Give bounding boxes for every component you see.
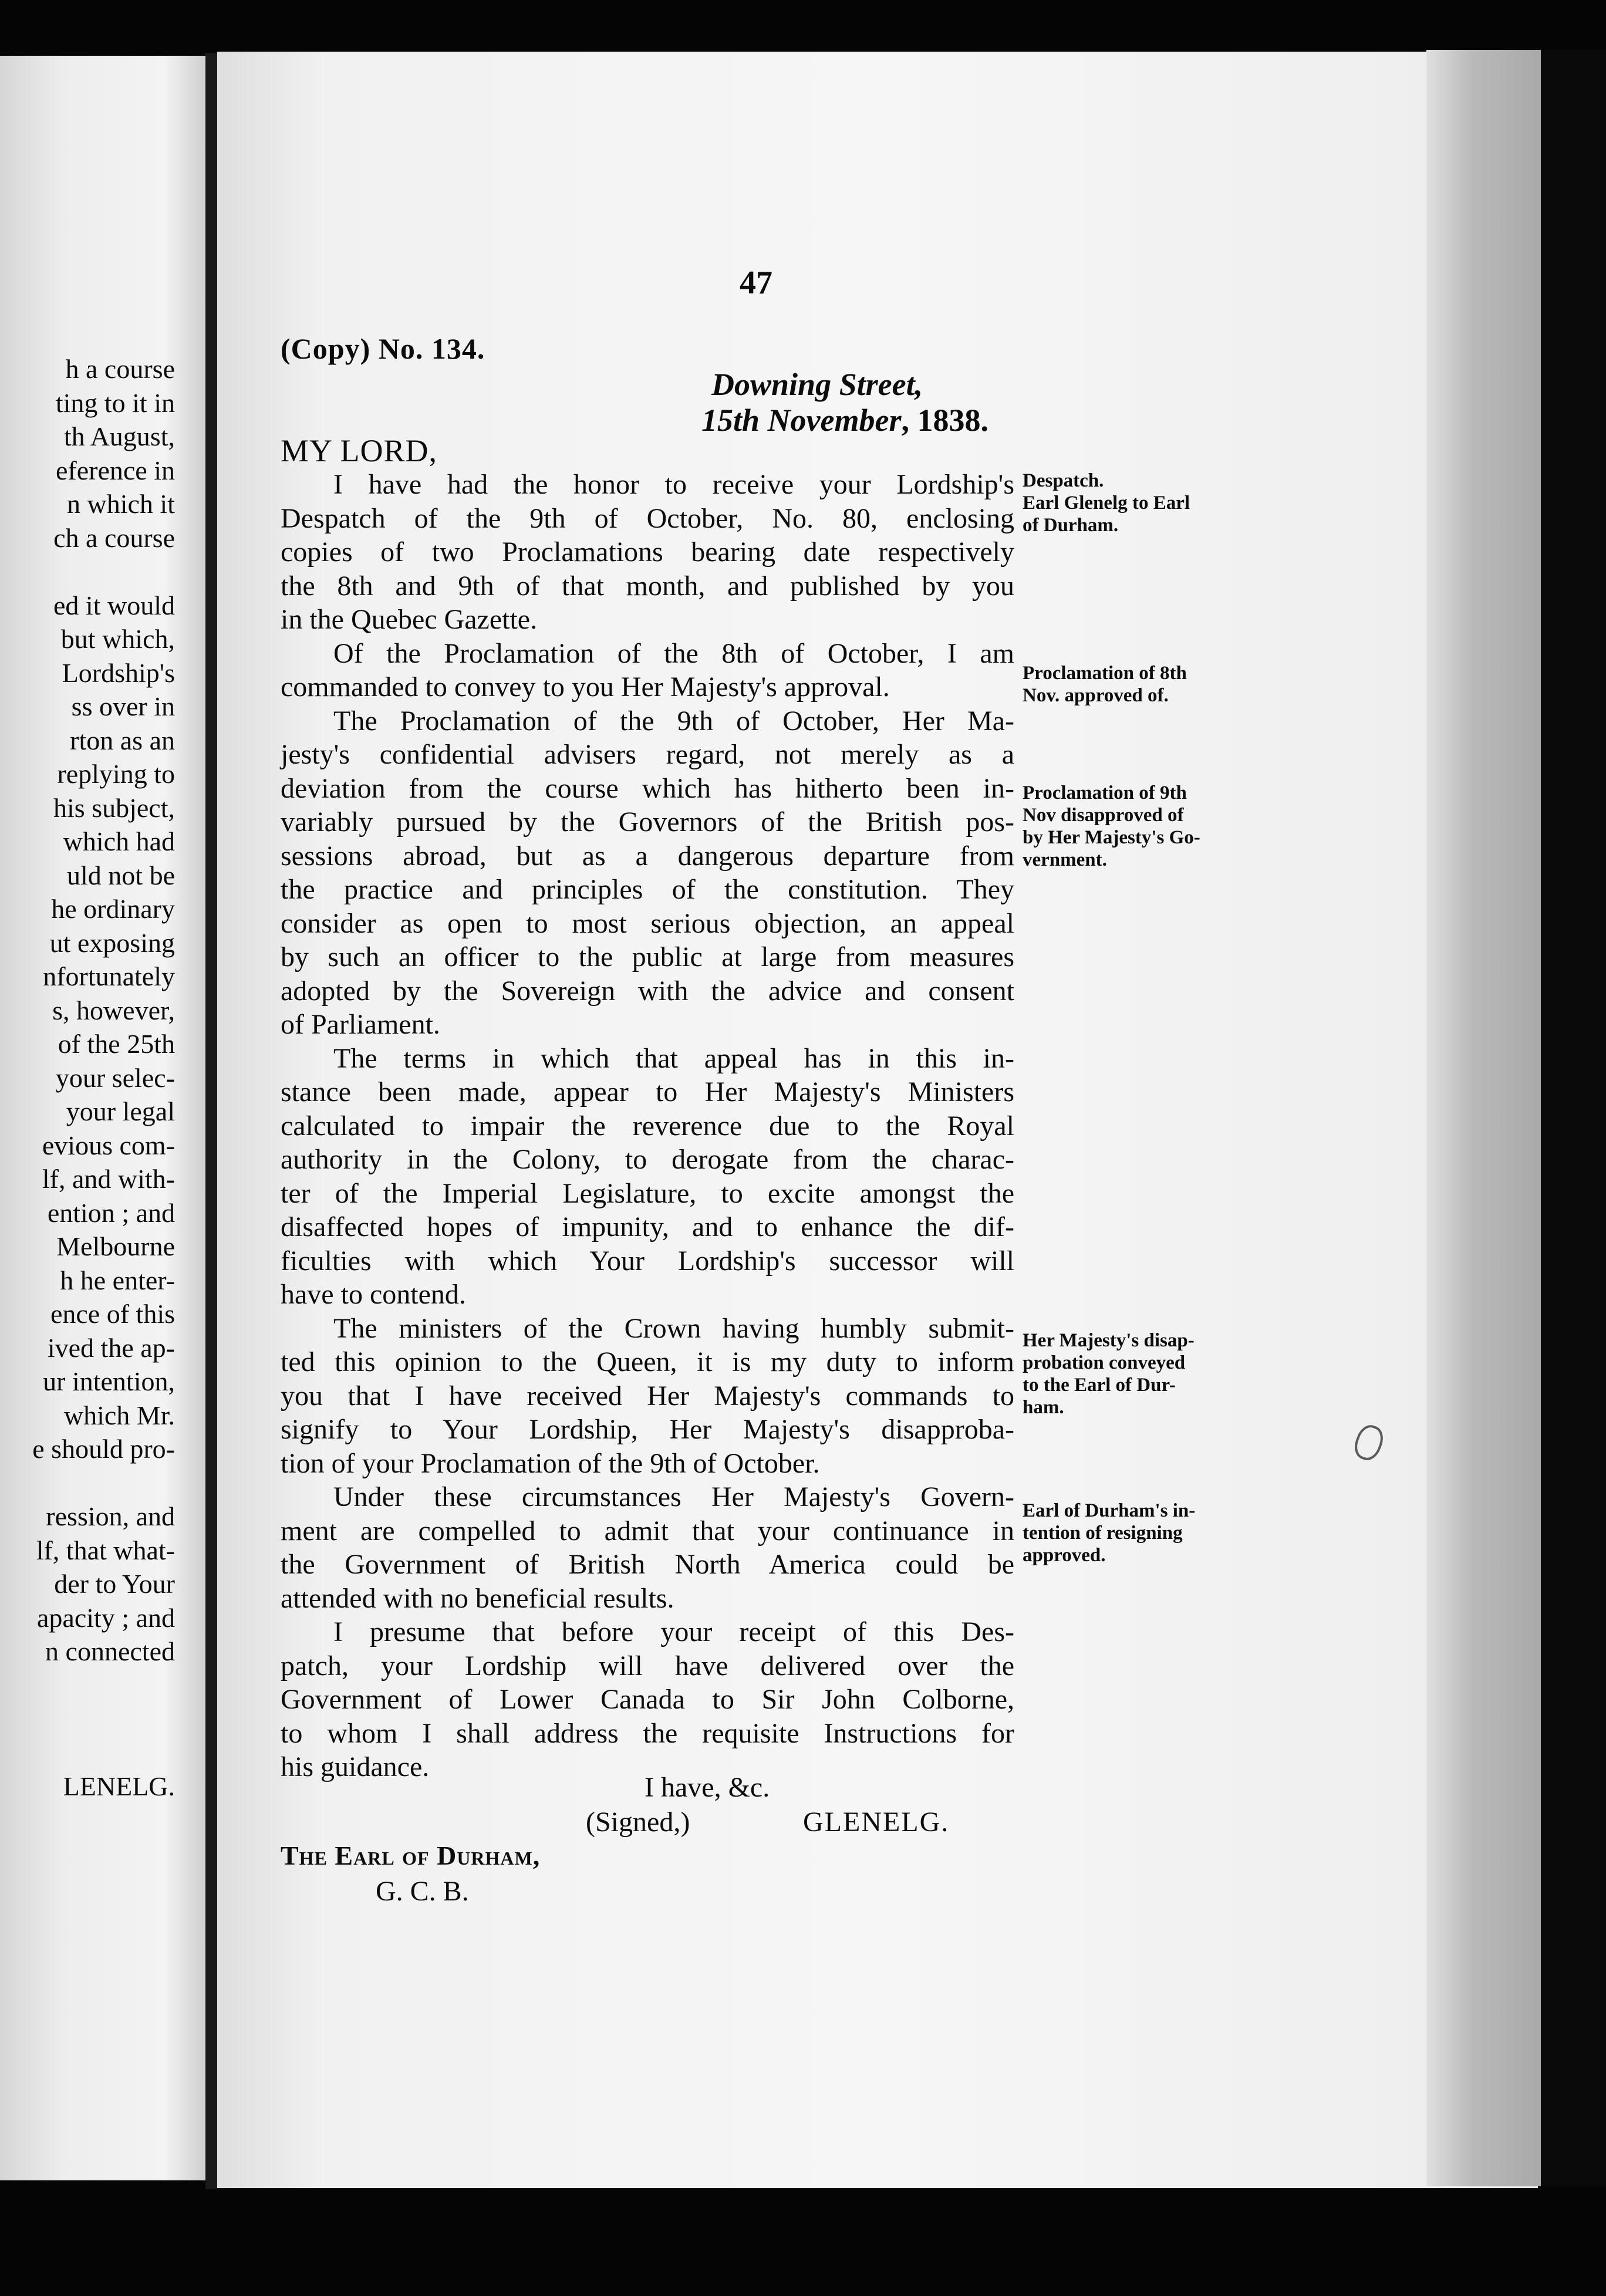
body-line: authority in the Colony, to derogate from the charac- <box>281 1144 1014 1175</box>
body-line: by such an officer to the public at large from measures <box>281 941 1014 973</box>
previous-page-line: lf, that what- <box>36 1535 175 1565</box>
body-line: jesty's confidential advisers regard, not merely as a <box>281 739 1014 770</box>
margin-note-line: Earl Glenelg to Earl <box>1023 492 1190 514</box>
previous-page-line <box>32 1736 175 1770</box>
addressee: The Earl of Durham, <box>281 1841 541 1870</box>
margin-note-line: by Her Majesty's Go- <box>1023 827 1200 848</box>
body-line: I have had the honor to receive your Lordship's <box>333 469 1014 500</box>
body-line: calculated to impair the reverence due to the Royal <box>281 1110 1014 1142</box>
body-line: The terms in which that appeal has in this in- <box>333 1042 1014 1074</box>
letter-date <box>701 402 988 438</box>
previous-page-line: ting to it in <box>55 387 175 418</box>
previous-page-line: but which, <box>60 624 175 654</box>
margin-note-resignation <box>1023 1500 1195 1566</box>
margin-note-line: vernment. <box>1023 849 1107 870</box>
previous-page-line: eference in <box>55 455 175 485</box>
previous-page-line: your legal <box>66 1096 175 1126</box>
margin-note-line: Her Majesty's disap- <box>1023 1330 1195 1351</box>
page-edge-strip <box>1426 50 1541 2186</box>
body-line: deviation from the course which has hitherto been in- <box>281 772 1014 804</box>
previous-page-line: of the 25th <box>58 1029 175 1059</box>
previous-page-line: ur intention, <box>43 1366 175 1396</box>
body-line: patch, your Lordship will have delivered over the <box>281 1650 1014 1682</box>
previous-page-line: h a course <box>65 354 175 384</box>
margin-note-despatch <box>1023 470 1190 536</box>
margin-note-line: Nov disapproved of <box>1023 805 1184 826</box>
previous-page-line: which Mr. <box>63 1400 175 1430</box>
previous-page-line: ut exposing <box>49 927 175 958</box>
body-line: the 8th and 9th of that month, and published by you <box>281 570 1014 602</box>
body-line: variably pursued by the Governors of the British pos- <box>281 806 1014 838</box>
margin-note-line: to the Earl of Dur- <box>1023 1375 1176 1396</box>
salutation: MY LORD, <box>281 433 438 468</box>
previous-page-line: ss over in <box>71 691 175 721</box>
previous-page-line: n which it <box>67 489 175 519</box>
previous-page-line: nfortunately <box>43 961 175 991</box>
previous-page-line: n connected <box>45 1636 175 1666</box>
previous-page-line <box>32 1466 175 1500</box>
margin-note-line: probation conveyed <box>1023 1352 1186 1373</box>
previous-page-line <box>32 1702 175 1736</box>
previous-page-line: which had <box>63 826 175 856</box>
body-line: tion of your Proclamation of the 9th of October. <box>281 1447 820 1479</box>
signed-label: (Signed,) <box>586 1807 690 1838</box>
date-year: , 1838. <box>901 403 988 438</box>
previous-page-line: s, however, <box>52 995 175 1025</box>
previous-page-line: uld not be <box>67 860 175 890</box>
previous-page-line: th August, <box>63 421 175 451</box>
body-line: Government of Lower Canada to Sir John Colborne, <box>281 1684 1014 1715</box>
previous-page-line: e should pro- <box>32 1434 175 1464</box>
page-gutter <box>205 53 217 2189</box>
body-line: ted this opinion to the Queen, it is my duty to inform <box>281 1346 1014 1377</box>
margin-note-line: Despatch. <box>1023 470 1104 491</box>
previous-page-line: your selec- <box>55 1062 175 1093</box>
previous-page-line: he ordinary <box>51 894 175 924</box>
body-line: I presume that before your receipt of this Des- <box>333 1616 1014 1647</box>
date-day: 15th November <box>701 403 902 438</box>
body-line: have to contend. <box>281 1279 466 1310</box>
body-line: Of the Proclamation of the 8th of October, I am <box>333 637 1014 669</box>
previous-page-line: Melbourne <box>56 1231 175 1261</box>
margin-note-line: Nov. approved of. <box>1023 685 1169 706</box>
previous-page-line: ression, and <box>46 1501 175 1531</box>
previous-page-line: ed it would <box>53 590 175 620</box>
body-line: of Parliament. <box>281 1009 440 1040</box>
body-line: adopted by the Sovereign with the advice and consent <box>281 975 1014 1007</box>
body-line: signify to Your Lordship, Her Majesty's disapproba- <box>281 1414 1014 1445</box>
body-line: disaffected hopes of impunity, and to enhance the dif- <box>281 1211 1014 1242</box>
margin-note-line: Proclamation of 8th <box>1023 663 1187 684</box>
previous-page-line: ention ; and <box>47 1197 175 1228</box>
margin-note-line: of Durham. <box>1023 515 1119 536</box>
previous-page-line: lf, and with- <box>42 1164 175 1194</box>
body-line: consider as open to most serious objection, an appeal <box>281 907 1014 939</box>
previous-page-line: ch a course <box>53 522 175 553</box>
letter-place: Downing Street, <box>711 367 923 402</box>
margin-note-proclamation-8th <box>1023 662 1187 707</box>
margin-note-line: ham. <box>1023 1397 1064 1418</box>
page-number: 47 <box>740 265 772 301</box>
previous-page-line: replying to <box>57 759 175 789</box>
body-line: Under these circumstances Her Majesty's Govern- <box>333 1481 1014 1512</box>
closing: I have, &c. <box>645 1772 770 1803</box>
previous-page-line: Lordship's <box>62 657 175 688</box>
body-line: ficulties with which Your Lordship's successor will <box>281 1245 1014 1277</box>
body-line: you that I have received Her Majesty's commands to <box>281 1380 1014 1412</box>
previous-page-line: LENELG. <box>63 1771 175 1801</box>
body-line: copies of two Proclamations bearing date respectively <box>281 536 1014 568</box>
margin-note-proclamation-9th <box>1023 782 1200 871</box>
previous-page-text <box>32 352 175 1804</box>
previous-page-line: ence of this <box>50 1299 175 1329</box>
body-line: his guidance. <box>281 1751 430 1782</box>
previous-page-line <box>32 555 175 589</box>
body-line: the Government of British North America could be <box>281 1549 1014 1580</box>
body-line: sessions abroad, but as a dangerous departure from <box>281 840 1014 872</box>
addressee-title: G. C. B. <box>376 1876 469 1907</box>
previous-page-line: ived the ap- <box>47 1332 175 1363</box>
previous-page-fragment <box>0 56 205 2180</box>
previous-page-line: rton as an <box>70 725 175 755</box>
previous-page-line: h he enter- <box>60 1265 175 1295</box>
previous-page-line <box>32 1669 175 1703</box>
previous-page-line: evious com- <box>42 1130 175 1160</box>
body-line: the practice and principles of the constitution. They <box>281 874 1014 905</box>
margin-note-line: Proclamation of 9th <box>1023 782 1187 803</box>
scan-border <box>1541 50 1606 2186</box>
margin-note-line: tention of resigning <box>1023 1522 1183 1544</box>
body-line: to whom I shall address the requisite Instructions for <box>281 1717 1014 1749</box>
body-line: in the Quebec Gazette. <box>281 604 538 635</box>
body-line: attended with no beneficial results. <box>281 1582 674 1614</box>
previous-page-line: his subject, <box>53 792 175 823</box>
body-line: ter of the Imperial Legislature, to excite amongst the <box>281 1177 1014 1209</box>
previous-page-line: der to Your <box>54 1569 175 1599</box>
signature: GLENELG. <box>803 1807 950 1838</box>
body-line: commanded to convey to you Her Majesty's approval. <box>281 671 890 703</box>
body-line: ment are compelled to admit that your continuance in <box>281 1515 1014 1547</box>
body-line: stance been made, appear to Her Majesty's Ministers <box>281 1076 1014 1108</box>
body-line: The Proclamation of the 9th of October, Her Ma- <box>333 705 1014 737</box>
body-line: Despatch of the 9th of October, No. 80, enclosing <box>281 502 1014 534</box>
margin-note-line: approved. <box>1023 1545 1106 1566</box>
previous-page-line: apacity ; and <box>36 1602 175 1633</box>
copy-reference: (Copy) No. 134. <box>281 332 485 365</box>
letter-body <box>281 468 1014 1784</box>
margin-note-disapprobation <box>1023 1329 1195 1419</box>
margin-note-line: Earl of Durham's in- <box>1023 1500 1196 1521</box>
body-line: The ministers of the Crown having humbly submit- <box>333 1312 1014 1344</box>
